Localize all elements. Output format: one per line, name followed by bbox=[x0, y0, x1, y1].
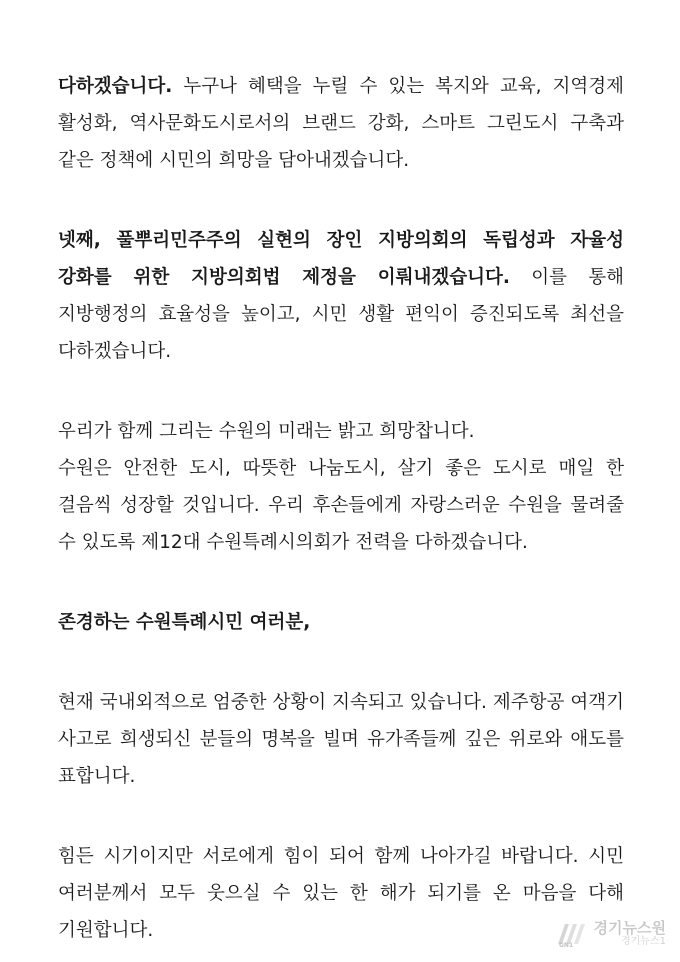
paragraph-condolence: 현재 국내외적으로 엄중한 상황이 지속되고 있습니다. 제주항공 여객기 사고로 희생되신 분들의 명복을 빌며 유가족들께 깊은 위로와 애도를 표합니다. bbox=[58, 692, 624, 787]
document-body bbox=[58, 68, 624, 949]
paragraph-text: 이를 통해 지방행정의 효율성을 높이고, 시민 생활 편익이 증진되도록 최선을 다하겠습니다. bbox=[58, 267, 624, 362]
paragraph-spacer bbox=[58, 561, 624, 604]
svg-text:GN1: GN1 bbox=[558, 942, 573, 948]
watermark-text bbox=[593, 918, 666, 947]
paragraph-bold-lead: 다하겠습니다. bbox=[58, 76, 173, 97]
paragraph-city-growth: 수원은 안전한 도시, 따뜻한 나눔도시, 살기 좋은 도시로 매일 한 걸음씩 성장할 것입니다. 우리 후손들에게 자랑스러운 수원을 물려줄 수 있도록 제12대 수원특례시의회가 전력을 다하겠습니다. bbox=[58, 458, 624, 553]
paragraph-welfare-policies bbox=[58, 68, 624, 179]
gn1-logo-icon bbox=[554, 920, 588, 948]
watermark bbox=[554, 920, 666, 948]
paragraph-spacer bbox=[58, 179, 624, 222]
salutation-heading: 존경하는 수원특례시민 여러분, bbox=[58, 612, 311, 633]
paragraph-local-council-law bbox=[58, 222, 624, 370]
paragraph-spacer bbox=[58, 795, 624, 838]
paragraph-future-of-suwon: 우리가 함께 그리는 수원의 미래는 밝고 희망찹니다. bbox=[58, 421, 475, 442]
watermark-sub: 경기뉴스1 bbox=[620, 935, 666, 947]
paragraph-spacer bbox=[58, 370, 624, 413]
paragraph-spacer bbox=[58, 641, 624, 684]
paragraph-bold-lead: 넷째, 풀뿌리민주주의 실현의 장인 지방의회의 독립성과 자율성 강화를 위한 지방의회법 제정을 이뤄내겠습니다. bbox=[58, 230, 624, 288]
paragraph-text: 누구나 혜택을 누릴 수 있는 복지와 교육, 지역경제 활성화, 역사문화도시로서의 브랜드 강화, 스마트 그린도시 구축과 같은 정책에 시민의 희망을 담아내겠습니다. bbox=[58, 76, 624, 171]
watermark-main: 경기뉴스원 bbox=[593, 918, 666, 937]
paragraph-closing-wishes: 힘든 시기이지만 서로에게 힘이 되어 함께 나아가길 바랍니다. 시민 여러분께서 모두 웃으실 수 있는 한 해가 되기를 온 마음을 다해 기원합니다. bbox=[58, 846, 624, 941]
